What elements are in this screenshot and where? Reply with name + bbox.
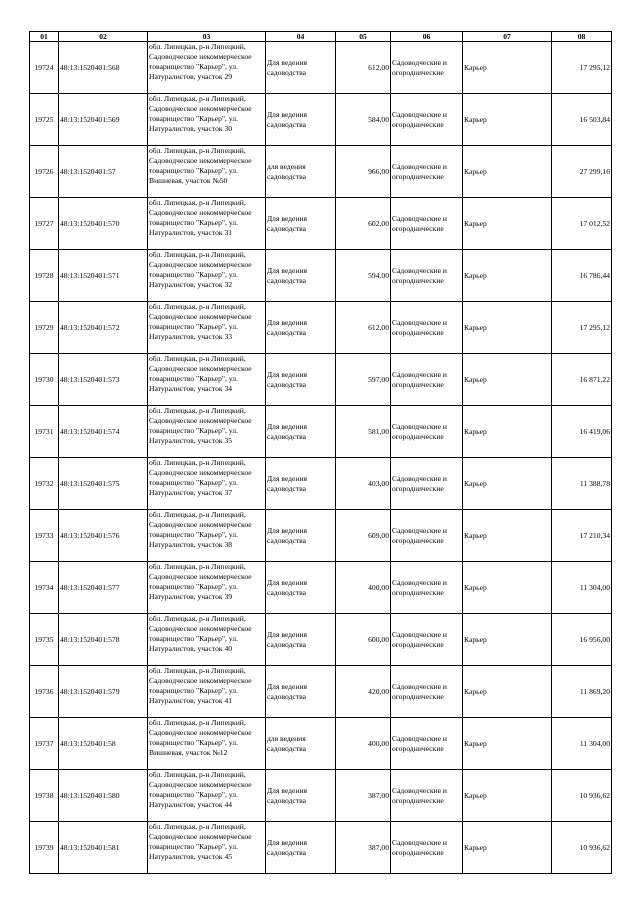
table-row <box>30 250 612 302</box>
row-number-cell: 19729 <box>30 302 59 354</box>
value-cell: 11 869,20 <box>552 666 612 718</box>
area-cell: 584,00 <box>336 94 391 146</box>
value-cell: 16 871,22 <box>552 354 612 406</box>
column-header: 01 <box>30 32 59 42</box>
table-row <box>30 614 612 666</box>
address-cell <box>148 770 266 822</box>
cadastral-number-cell: 48:13:1520401:569 <box>59 94 148 146</box>
address-cell <box>148 146 266 198</box>
row-number-cell: 19737 <box>30 718 59 770</box>
area-cell: 966,00 <box>336 146 391 198</box>
value-cell: 11 304,00 <box>552 562 612 614</box>
address-text: обл. Липецкая, р-н Липецкий, Садоводческое некоммерческое товарищество "Карьер", ул. Натуралистов, участок 34 <box>149 354 252 393</box>
area-cell: 612,00 <box>336 302 391 354</box>
name-cell: Карьер <box>463 94 552 146</box>
land-category-cell: Садоводческие и огороднические <box>391 822 463 874</box>
permitted-use-cell: Для ведения садоводства <box>266 250 336 302</box>
area-cell: 597,00 <box>336 354 391 406</box>
permitted-use-cell: для ведения садоводства <box>266 718 336 770</box>
table-row <box>30 94 612 146</box>
row-number-cell: 19735 <box>30 614 59 666</box>
table-row <box>30 666 612 718</box>
table-row <box>30 146 612 198</box>
permitted-use-cell: для ведения садоводства <box>266 146 336 198</box>
cadastral-number-cell: 48:13:1520401:578 <box>59 614 148 666</box>
address-cell <box>148 822 266 874</box>
table-row <box>30 198 612 250</box>
address-cell <box>148 562 266 614</box>
name-cell: Карьер <box>463 302 552 354</box>
cadastral-number-cell: 48:13:1520401:577 <box>59 562 148 614</box>
value-cell: 10 936,62 <box>552 770 612 822</box>
address-cell <box>148 198 266 250</box>
land-category-cell: Садоводческие и огороднические <box>391 666 463 718</box>
cadastral-number-cell: 48:13:1520401:58 <box>59 718 148 770</box>
cadastral-number-cell: 48:13:1520401:581 <box>59 822 148 874</box>
address-text: обл. Липецкая, р-н Липецкий, Садоводческое некоммерческое товарищество "Карьер", ул. Натуралистов, участок 44 <box>149 770 252 809</box>
area-cell: 581,00 <box>336 406 391 458</box>
column-header: 04 <box>266 32 336 42</box>
value-cell: 27 299,16 <box>552 146 612 198</box>
land-category-cell: Садоводческие и огороднические <box>391 250 463 302</box>
row-number-cell: 19728 <box>30 250 59 302</box>
table-header-row <box>30 32 612 42</box>
address-cell <box>148 250 266 302</box>
land-category-cell: Садоводческие и огороднические <box>391 718 463 770</box>
cadastral-number-cell: 48:13:1520401:568 <box>59 42 148 94</box>
value-cell: 11 388,78 <box>552 458 612 510</box>
permitted-use-cell: Для ведения садоводства <box>266 562 336 614</box>
row-number-cell: 19739 <box>30 822 59 874</box>
value-cell: 17 210,34 <box>552 510 612 562</box>
area-cell: 594,00 <box>336 250 391 302</box>
address-text: обл. Липецкая, р-н Липецкий, Садоводческое некоммерческое товарищество "Карьер", ул. Вишневая, участок №12 <box>149 718 252 757</box>
address-cell <box>148 458 266 510</box>
value-cell: 17 012,52 <box>552 198 612 250</box>
name-cell: Карьер <box>463 666 552 718</box>
cadastral-number-cell: 48:13:1520401:573 <box>59 354 148 406</box>
cadastral-number-cell: 48:13:1520401:572 <box>59 302 148 354</box>
table-row <box>30 822 612 874</box>
cadastral-number-cell: 48:13:1520401:570 <box>59 198 148 250</box>
land-category-cell: Садоводческие и огороднические <box>391 510 463 562</box>
value-cell: 17 295,12 <box>552 302 612 354</box>
table-row <box>30 718 612 770</box>
address-cell <box>148 94 266 146</box>
permitted-use-cell: Для ведения садоводства <box>266 354 336 406</box>
value-cell: 16 786,44 <box>552 250 612 302</box>
row-number-cell: 19724 <box>30 42 59 94</box>
column-header: 06 <box>391 32 463 42</box>
row-number-cell: 19733 <box>30 510 59 562</box>
permitted-use-cell: Для ведения садоводства <box>266 458 336 510</box>
permitted-use-cell: Для ведения садоводства <box>266 770 336 822</box>
land-category-cell: Садоводческие и огороднические <box>391 406 463 458</box>
land-category-cell: Садоводческие и огороднические <box>391 94 463 146</box>
area-cell: 600,00 <box>336 614 391 666</box>
land-category-cell: Садоводческие и огороднические <box>391 42 463 94</box>
row-number-cell: 19730 <box>30 354 59 406</box>
table-row <box>30 354 612 406</box>
name-cell: Карьер <box>463 406 552 458</box>
permitted-use-cell: Для ведения садоводства <box>266 822 336 874</box>
address-cell <box>148 718 266 770</box>
address-text: обл. Липецкая, р-н Липецкий, Садоводческое некоммерческое товарищество "Карьер", ул. Натуралистов, участок 41 <box>149 666 252 705</box>
address-cell <box>148 614 266 666</box>
address-text: обл. Липецкая, р-н Липецкий, Садоводческое некоммерческое товарищество "Карьер", ул. Натуралистов, участок 29 <box>149 42 252 81</box>
permitted-use-cell: Для ведения садоводства <box>266 198 336 250</box>
address-cell <box>148 354 266 406</box>
address-cell <box>148 406 266 458</box>
name-cell: Карьер <box>463 146 552 198</box>
address-text: обл. Липецкая, р-н Липецкий, Садоводческое некоммерческое товарищество "Карьер", ул. Натуралистов, участок 38 <box>149 510 252 549</box>
row-number-cell: 19726 <box>30 146 59 198</box>
table-row <box>30 770 612 822</box>
permitted-use-cell: Для ведения садоводства <box>266 406 336 458</box>
name-cell: Карьер <box>463 42 552 94</box>
row-number-cell: 19731 <box>30 406 59 458</box>
name-cell: Карьер <box>463 614 552 666</box>
land-category-cell: Садоводческие и огороднические <box>391 614 463 666</box>
area-cell: 387,00 <box>336 770 391 822</box>
permitted-use-cell: Для ведения садоводства <box>266 302 336 354</box>
value-cell: 16 503,84 <box>552 94 612 146</box>
area-cell: 387,00 <box>336 822 391 874</box>
land-category-cell: Садоводческие и огороднические <box>391 198 463 250</box>
value-cell: 16 419,06 <box>552 406 612 458</box>
value-cell: 11 304,00 <box>552 718 612 770</box>
name-cell: Карьер <box>463 562 552 614</box>
address-cell <box>148 666 266 718</box>
area-cell: 602,00 <box>336 198 391 250</box>
area-cell: 400,00 <box>336 718 391 770</box>
column-header: 07 <box>463 32 552 42</box>
address-text: обл. Липецкая, р-н Липецкий, Садоводческое некоммерческое товарищество "Карьер", ул. Натуралистов, участок 30 <box>149 94 252 133</box>
name-cell: Карьер <box>463 510 552 562</box>
address-cell <box>148 510 266 562</box>
name-cell: Карьер <box>463 198 552 250</box>
column-header: 08 <box>552 32 612 42</box>
column-header: 03 <box>148 32 266 42</box>
address-text: обл. Липецкая, р-н Липецкий, Садоводческое некоммерческое товарищество "Карьер", ул. Натуралистов, участок 33 <box>149 302 252 341</box>
name-cell: Карьер <box>463 250 552 302</box>
land-category-cell: Садоводческие и огороднические <box>391 458 463 510</box>
area-cell: 612,00 <box>336 42 391 94</box>
cadastral-number-cell: 48:13:1520401:579 <box>59 666 148 718</box>
permitted-use-cell: Для ведения садоводства <box>266 510 336 562</box>
cadastral-number-cell: 48:13:1520401:571 <box>59 250 148 302</box>
name-cell: Карьер <box>463 770 552 822</box>
address-cell <box>148 42 266 94</box>
land-category-cell: Садоводческие и огороднические <box>391 146 463 198</box>
cadastral-number-cell: 48:13:1520401:580 <box>59 770 148 822</box>
row-number-cell: 19736 <box>30 666 59 718</box>
column-header: 05 <box>336 32 391 42</box>
land-plots-table <box>29 31 612 874</box>
permitted-use-cell: Для ведения садоводства <box>266 666 336 718</box>
name-cell: Карьер <box>463 458 552 510</box>
name-cell: Карьер <box>463 354 552 406</box>
area-cell: 420,00 <box>336 666 391 718</box>
address-text: обл. Липецкая, р-н Липецкий, Садоводческое некоммерческое товарищество "Карьер", ул. Натуралистов, участок 40 <box>149 614 252 653</box>
cadastral-number-cell: 48:13:1520401:57 <box>59 146 148 198</box>
address-text: обл. Липецкая, р-н Липецкий, Садоводческое некоммерческое товарищество "Карьер", ул. Натуралистов, участок 37 <box>149 458 252 497</box>
value-cell: 10 936,62 <box>552 822 612 874</box>
table-row <box>30 406 612 458</box>
address-text: обл. Липецкая, р-н Липецкий, Садоводческое некоммерческое товарищество "Карьер", ул. Натуралистов, участок 31 <box>149 198 252 237</box>
table-row <box>30 562 612 614</box>
name-cell: Карьер <box>463 718 552 770</box>
area-cell: 400,00 <box>336 562 391 614</box>
land-category-cell: Садоводческие и огороднические <box>391 302 463 354</box>
table-row <box>30 42 612 94</box>
value-cell: 17 295,12 <box>552 42 612 94</box>
permitted-use-cell: Для ведения садоводства <box>266 42 336 94</box>
table-row <box>30 302 612 354</box>
document-page <box>29 31 611 874</box>
row-number-cell: 19732 <box>30 458 59 510</box>
table-row <box>30 458 612 510</box>
address-text: обл. Липецкая, р-н Липецкий, Садоводческое некоммерческое товарищество "Карьер", ул. Натуралистов, участок 39 <box>149 562 252 601</box>
land-category-cell: Садоводческие и огороднические <box>391 562 463 614</box>
cadastral-number-cell: 48:13:1520401:576 <box>59 510 148 562</box>
area-cell: 609,00 <box>336 510 391 562</box>
address-text: обл. Липецкая, р-н Липецкий, Садоводческое некоммерческое товарищество "Карьер", ул. Натуралистов, участок 35 <box>149 406 252 445</box>
permitted-use-cell: Для ведения садоводства <box>266 614 336 666</box>
address-cell <box>148 302 266 354</box>
cadastral-number-cell: 48:13:1520401:575 <box>59 458 148 510</box>
address-text: обл. Липецкая, р-н Липецкий, Садоводческое некоммерческое товарищество "Карьер", ул. Натуралистов, участок 45 <box>149 822 252 861</box>
value-cell: 16 956,00 <box>552 614 612 666</box>
permitted-use-cell: Для ведения садоводства <box>266 94 336 146</box>
cadastral-number-cell: 48:13:1520401:574 <box>59 406 148 458</box>
land-category-cell: Садоводческие и огороднические <box>391 354 463 406</box>
land-category-cell: Садоводческие и огороднические <box>391 770 463 822</box>
row-number-cell: 19727 <box>30 198 59 250</box>
table-row <box>30 510 612 562</box>
row-number-cell: 19725 <box>30 94 59 146</box>
row-number-cell: 19734 <box>30 562 59 614</box>
address-text: обл. Липецкая, р-н Липецкий, Садоводческое некоммерческое товарищество "Карьер", ул. Вишневая, участок №50 <box>149 146 252 185</box>
address-text: обл. Липецкая, р-н Липецкий, Садоводческое некоммерческое товарищество "Карьер", ул. Натуралистов, участок 32 <box>149 250 252 289</box>
column-header: 02 <box>59 32 148 42</box>
name-cell: Карьер <box>463 822 552 874</box>
row-number-cell: 19738 <box>30 770 59 822</box>
area-cell: 403,00 <box>336 458 391 510</box>
